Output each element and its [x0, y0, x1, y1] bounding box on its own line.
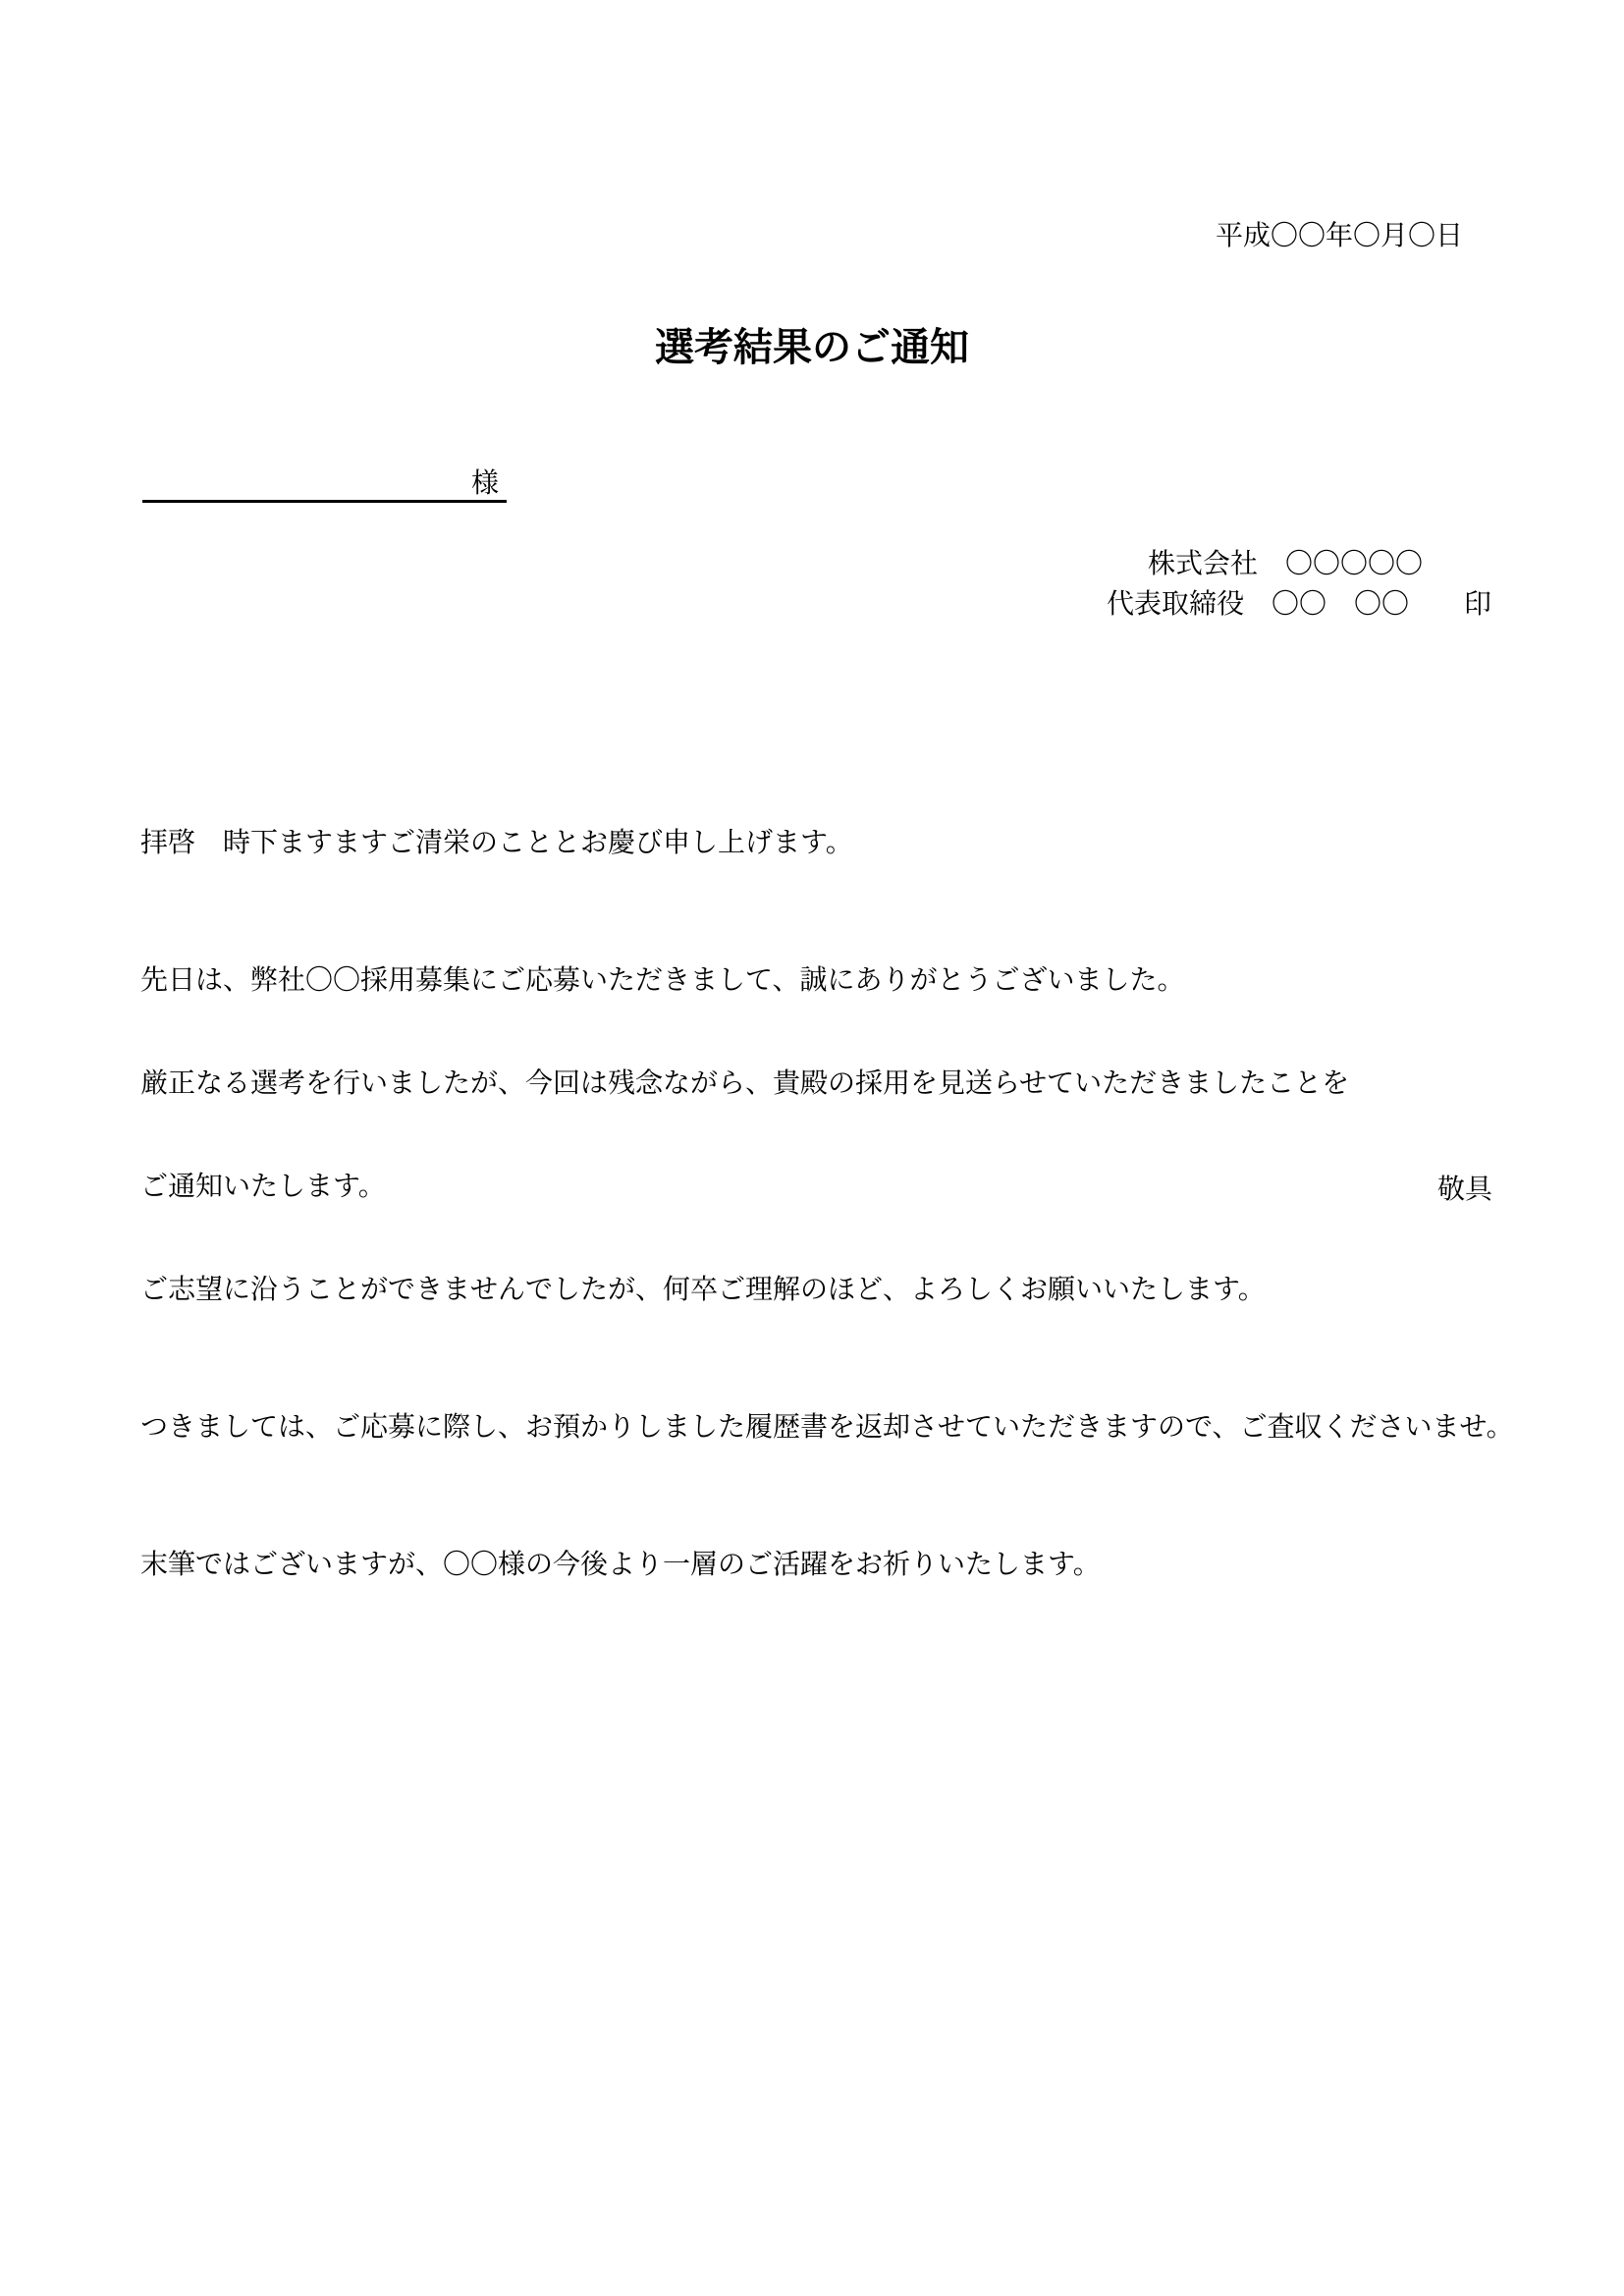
body-line: 末筆ではございますが、〇〇様の今後より一層のご活躍をお祈りいたします。 [140, 1549, 1101, 1579]
body-line: ご志望に沿うことができませんでしたが、何卒ご理解のほど、よろしくお願いいたします。 [140, 1274, 1266, 1304]
letter-date: 平成〇〇年〇月〇日 [1215, 220, 1463, 250]
body-line: ご通知いたします。 [140, 1171, 386, 1201]
recipient-name-underline [142, 460, 507, 503]
body-line: 先日は、弊社〇〇採用募集にご応募いただきまして、誠にありがとうございました。 [140, 964, 1185, 995]
recipient-honorific: 様 [470, 467, 499, 498]
greeting-line: 拝啓 時下ますますご清栄のこととお慶び申し上げます。 [140, 827, 853, 857]
sender-company-name: 株式会社 〇〇〇〇〇 [1147, 548, 1423, 578]
page-title: 選考結果のご通知 [655, 326, 969, 369]
body-line: つきましては、ご応募に際し、お預かりしました履歴書を返却させていただきますので、ご査収くださいませ。 [140, 1411, 1514, 1442]
sender-representative: 代表取締役 〇〇 〇〇 印 [1106, 588, 1491, 619]
closing-word: 敬具 [1436, 1174, 1492, 1204]
body-line: 厳正なる選考を行いましたが、今回は残念ながら、貴殿の採用を見送らせていただきましたことを [140, 1067, 1350, 1098]
letter-body [140, 756, 1514, 1650]
